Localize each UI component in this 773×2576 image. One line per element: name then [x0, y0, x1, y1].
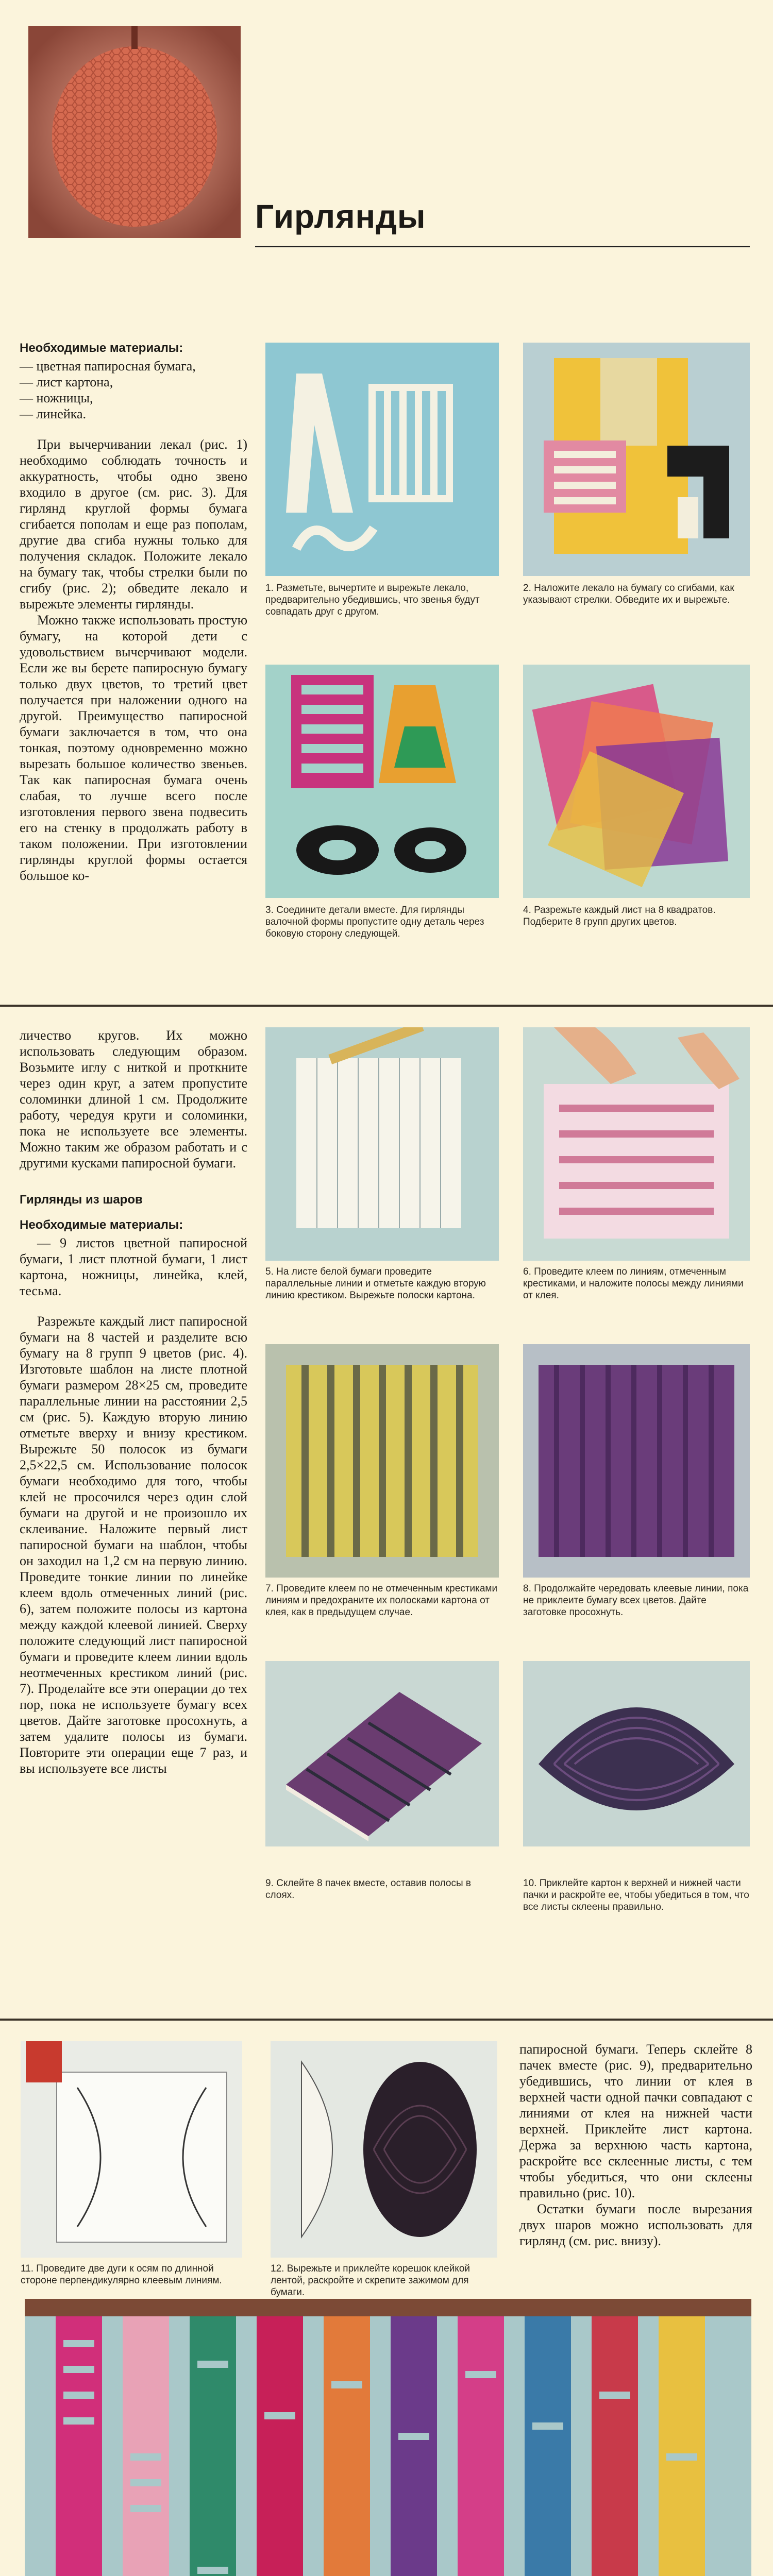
paragraph: личество кругов. Их можно использовать следующим образом. Возьмите иглу с ниткой и проткните через один круг, а затем пропустите соломинки длиной 1 см. Продолжите работу, чередуя круги и соломинки, пока не используете все элементы. Можно таким же образом работать и с другими кусками папиросной бумаги. — [20, 1028, 247, 1171]
title-rule — [255, 246, 750, 247]
honeycomb-ball-image — [28, 26, 241, 238]
paragraph: Можно также использовать простую бумагу, на которой дети с удовольствием вычерчивают модели. Если же вы берете папиросную бумагу только двух цветов, то третий цвет получается при наложении одного на другой. Преимущество папиросной бумаги заключается в том, что она тонкая, поэтому одновременно можно вырезать большое количество звеньев. Так как папиросная бумага очень слабая, то лучше всего после изготовления первого звена подвесить его на стенку в продолжать работу в таком положении. При изготовлении гирлянды круглой формы остается большое ко- — [20, 613, 247, 883]
figure-1-caption: 1. Разметьте, вычертите и вырежьте лекало, предварительно убедившись, что звенья будут совпадать друг с другом. — [265, 583, 480, 617]
material-item: — цветная папиросная бумага, — [20, 359, 196, 374]
figure-6-caption: 6. Проведите клеем по линиям, отмеченным крестиками, и наложите полосы между линиями от клея. — [523, 1266, 744, 1301]
figure-7-caption: 7. Проведите клеем по не отмеченным крестиками линиям и предохраните их полосками картона от клея, как в предыдущем случае. — [265, 1583, 498, 1618]
subheading-balls: Гирлянды из шаров — [20, 1193, 143, 1207]
figure-8-caption: 8. Продолжайте чередовать клеевые линии, пока не приклеите бумагу всех цветов. Дайте заготовке просохнуть. — [523, 1583, 749, 1618]
figure-4-caption: 4. Разрежьте каждый лист на 8 квадратов. Подберите 8 групп других цветов. — [523, 905, 716, 927]
figure-5-caption: 5. На листе белой бумаги проведите параллельные линии и отметьте каждую вторую линию крестиком. Вырежьте полоски картона. — [265, 1266, 486, 1301]
figure-12-caption: 12. Вырежьте и приклейте корешок клейкой лентой, раскройте и скрепите зажимом для бумаги. — [271, 2263, 470, 2298]
figure-3-caption: 3. Соедините детали вместе. Для гирлянды валочной формы пропустите одну деталь через боковую сторону следующей. — [265, 905, 484, 939]
page2-text-column — [20, 1027, 247, 1776]
materials-list: — 9 листов цветной папиросной бумаги, 1 лист плотной бумаги, 1 лист картона, ножницы, линейка, клей, тесьма. — [20, 1235, 247, 1298]
figure-7-stripes-photo — [265, 1344, 499, 1578]
paragraph: Разрежьте каждый лист папиросной бумаги на 8 частей и разделите всю бумагу на 8 групп 9 цветов (рис. 4). Изготовьте шаблон на листе плотной бумаги размером 28×25 см, проведите параллельные линии на расстоянии 2,5 см (рис. 5). Каждую вторую линию отметьте вверху и внизу крестиком. Вырежьте 50 полосок из бумаги 2,5×22,5 см. Использование полосок бумаги необходимо для того, чтобы клей не просочился через один слой бумаги на другой и не произошло их склеивание. Наложите первый лист папиросной бумаги на шаблон, чтобы он заходил на 1,2 см на первую линию. Проведите тонкие линии по линейке клеем вдоль отмеченных линий (рис. 6), затем положите полосы из картона между каждой клеевой линией. Сверху положите следующий лист папиросной бумаги и проведите клеем линии вдоль неотмеченных крестиком линий (рис. 7). Проделайте все эти операции до тех пор, пока не используете бумагу всех цветов. Дайте заготовке просохнуть, а затем удалите полосы из бумаги. Повторите эти операции еще 7 раз, и вы используете все листы — [20, 1314, 247, 1776]
paragraph: При вычерчивании лекал (рис. 1) необходимо соблюдать точность и аккуратность, чтобы одно звено входило в другое (см. рис. 3). Для гирлянд круглой формы бумага сгибается пополам и еще раз пополам, другие два сгиба нужны только для получения складок. Положите лекало на бумагу так, чтобы стрелки были по сгибу (рис. 2); обведите лекало и вырежьте элементы гирлянды. — [20, 437, 247, 612]
paragraph: Остатки бумаги после вырезания двух шаров можно использовать для гирлянд (см. рис. внизу). — [519, 2201, 752, 2248]
figure-1-template-photo — [265, 343, 499, 576]
page-title: Гирлянды — [255, 198, 426, 235]
title-block — [255, 196, 750, 252]
figure-10-caption: 10. Приклейте картон к верхней и нижней части пачки и раскройте ее, чтобы убедиться в том, что все листы склеены правильно. — [523, 1878, 749, 1912]
materials-heading: Необходимые материалы: — [20, 341, 183, 355]
figure-9-caption: 9. Склейте 8 пачек вместе, оставив полосы в слоях. — [265, 1878, 471, 1901]
figure-12-ball-photo — [271, 2041, 497, 2258]
figure-6-glue-photo — [523, 1027, 750, 1261]
figure-5-template-photo — [265, 1027, 499, 1261]
page3-text-column — [519, 2041, 752, 2249]
page1-text-column — [20, 340, 247, 884]
figure-4-tissue-squares-photo — [523, 665, 750, 898]
material-item: — линейка. — [20, 406, 87, 421]
material-item: — лист картона, — [20, 375, 113, 389]
materials-heading: Необходимые материалы: — [20, 1218, 183, 1232]
material-item: — ножницы, — [20, 391, 93, 405]
page-3 — [0, 2019, 773, 2576]
figure-11-arcs-photo — [21, 2041, 242, 2258]
page-1 — [0, 0, 773, 1005]
paragraph: папиросной бумаги. Теперь склейте 8 пачек вместе (рис. 9), предварительно убедившись, что линии от клея в верхней части одной пачки совпадают с линиями от клея на нижней части верхней. Приклейте лист картона. Держа за верхнюю часть картона, раскройте все склеенные листы, с тем чтобы убедиться, что они склеены правильно (рис. 10). — [519, 2042, 752, 2200]
page-2 — [0, 1005, 773, 2021]
paper-garlands-photo — [25, 2299, 751, 2576]
hero-honeycomb-ball-photo — [28, 26, 241, 238]
figure-8-layers-photo — [523, 1344, 750, 1578]
figure-9-packs-photo — [265, 1661, 499, 1846]
figure-3-links-photo — [265, 665, 499, 898]
figure-2-template-photo — [523, 343, 750, 576]
figure-11-caption: 11. Проведите две дуги к осям по длинной стороне перпендикулярно клеевым линиям. — [21, 2263, 222, 2286]
figure-2-caption: 2. Наложите лекало на бумагу со сгибами, как указывают стрелки. Обведите их и вырежьте. — [523, 583, 734, 605]
figure-10-open-packs-photo — [523, 1661, 750, 1846]
